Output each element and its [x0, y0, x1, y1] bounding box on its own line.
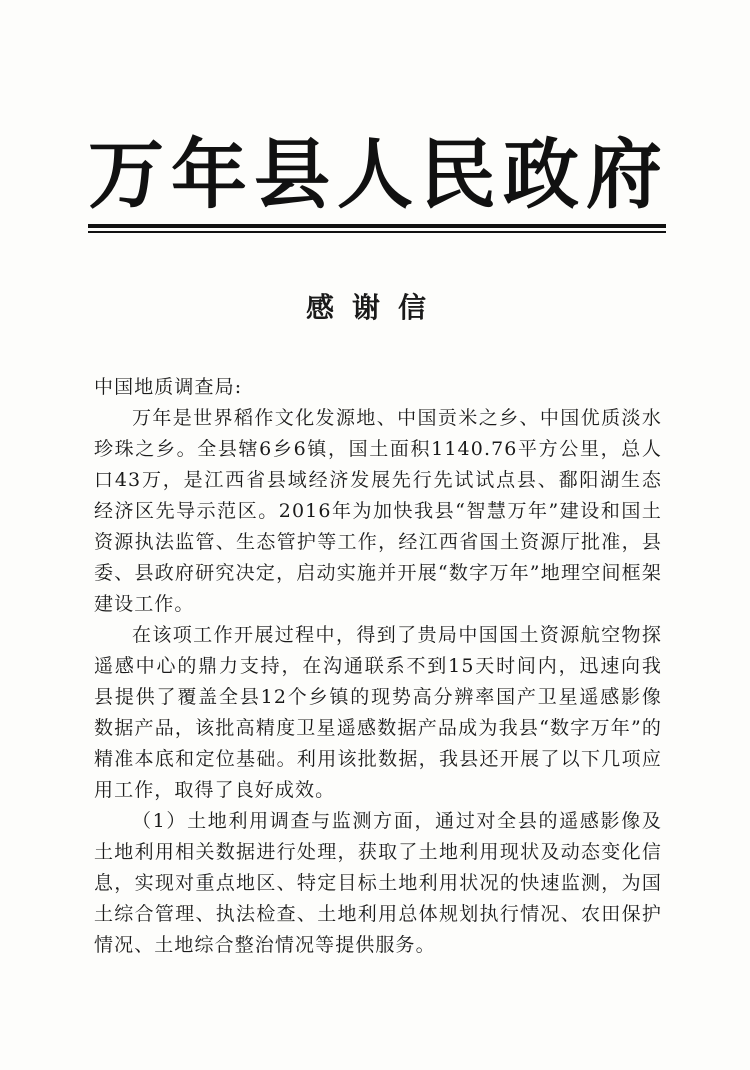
letterhead-rule-thick [88, 224, 666, 228]
paragraph-intro: 万年是世界稻作文化发源地、中国贡米之乡、中国优质淡水珍珠之乡。全县辖6乡6镇，国土面积1140.76平方公里，总人口43万，是江西省县域经济发展先行先试试点县、鄱阳湖生态经济区先导示范区。2016年为加快我县“智慧万年”建设和国土资源执法监管、生态管护等工作，经江西省国土资源厅批准，县委、县政府研究决定，启动实施并开展“数字万年”地理空间框架建设工作。 [94, 407, 662, 615]
paragraph-land-use: （1）土地利用调查与监测方面，通过对全县的遥感影像及土地利用相关数据进行处理，获取了土地利用现状及动态变化信息，实现对重点地区、特定目标土地利用状况的快速监测，为国土综合管理、执法检查、土地利用总体规划执行情况、农田保护情况、土地综合整治情况等提供服务。 [94, 810, 662, 956]
letterhead-org-name: 万年县人民政府 [88, 130, 668, 219]
salutation: 中国地质调查局: [94, 376, 243, 398]
paragraph-support: 在该项工作开展过程中，得到了贵局中国国土资源航空物探遥感中心的鼎力支持，在沟通联系不到15天时间内，迅速向我县提供了覆盖全县12个乡镇的现势高分辨率国产卫星遥感影像数据产品，该批高精度卫星遥感数据产品成为我县“数字万年”的精准本底和定位基础。利用该批数据，我县还开展了以下几项应用工作，取得了良好成效。 [94, 624, 662, 801]
letterhead-rule-thin [88, 231, 666, 233]
letter-body [94, 372, 662, 961]
document-title: 感谢信 [305, 291, 444, 324]
